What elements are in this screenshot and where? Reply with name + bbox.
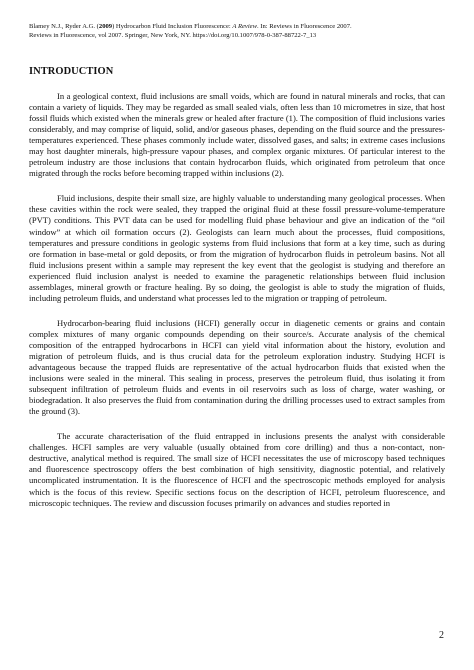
section-heading: INTRODUCTION <box>29 66 114 77</box>
paragraph-2: Fluid inclusions, despite their small size, are highly valuable to understanding many geological processes. When these cavities within the rock were sealed, they trapped the original fluid at these fossil pressure-volume-temperature (PVT) conditions. This PVT data can be used for modelling fluid phase behaviour and give an indication of the “oil window” at which oil formation occurs (2). Geologists can learn much about the processes, fluid compositions, temperatures and pressure conditions in geologic systems from fluid inclusions that form at a key time, such as during ore formation in base-metal or gold deposits, or from the migration of hydrocarbon fluids in petroleum basins. Not all fluid inclusions present within a sample may represent the key event that the geologist is studying and therefore an experienced fluid inclusion analyst is needed to examine the paragenetic relationships between fluid inclusion assemblages, mineral growth or fracture healing. By so doing, the geologist is able to study the migration of fluids, including petroleum fluids, and understand what processes led to the migration or trapping of petroleum. <box>29 193 445 303</box>
header-year: 2009 <box>98 23 113 30</box>
header-title: ) Hydrocarbon Fluid Inclusion Fluorescence: <box>112 23 233 30</box>
paragraph-1: In a geological context, fluid inclusions are small voids, which are found in natural minerals and rocks, that can contain a variety of liquids. They may be regarded as small sealed vials, often less than 10 micrometres in size, that host fossil fluids which existed when the minerals grew or healed after fracture (1). The composition of fluid inclusions varies considerably, and may comprise of liquid, solid, and/or gaseous phases, depending on the fluid source and the pressures-temperatures experienced. These phases commonly include water, dissolved gases, and salts; in extreme cases inclusions may host daughter minerals, high-pressure vapour phases, and complex organic mixtures. Of particular interest to the petroleum industry are those inclusions that contain hydrocarbon fluids, which originated from petroleum that once migrated through the rocks before becoming trapped within inclusions (2). <box>29 91 445 179</box>
header-line-2: Reviews in Fluorescence, vol 2007. Springer, New York, NY. https://doi.org/10.1007/978-0-387-88722-7_13 <box>29 32 317 39</box>
paragraph-3: Hydrocarbon-bearing fluid inclusions (HCFI) generally occur in diagenetic cements or grains and contain complex mixtures of many organic compounds depending on their source/s. Accurate analysis of the chemical composition of the entrapped hydrocarbons in HCFI can yield vital information about the history, evolution and migration of petroleum fluids, and is thus crucial data for the petroleum exploration industry. Studying HCFI is advantageous because the trapped fluids are representative of the actual hydrocarbon fluids that existed when the inclusions were sealed in the mineral. This sealing in process, preserves the petroleum fluid, thus isolating it from subsequent infiltration of petroleum fluids and events in oil reservoirs such as loss of charge, water washing, or biodegradation. It also preserves the fluid from contamination during the drilling processes used to extract samples from the ground (3). <box>29 317 445 417</box>
header-authors: Blamey N.J., Ryder A.G. ( <box>29 23 99 30</box>
body-text <box>29 91 445 523</box>
citation-header <box>29 22 445 40</box>
paragraph-4: The accurate characterisation of the fluid entrapped in inclusions presents the analyst with considerable challenges. HCFI samples are very valuable (usually obtained from core drilling) and thus a non-contact, non-destructive, analytical method is required. The small size of HCFI necessitates the use of microscopy based techniques and fluorescence spectroscopy offers the best combination of high sensitivity, diagnostic potential, and relatively uncomplicated instrumentation. It is the fluorescence of HCFI and the spectroscopic methods employed for analysis which is the focus of this review. Specific sections focus on the description of HCFI, petroleum fluorescence, and microscopic techniques. The review and discussion focuses primarily on advances and studies reported in <box>29 431 445 508</box>
page-number: 2 <box>439 630 444 641</box>
header-italic-title: A Review <box>232 23 257 30</box>
header-rest: . In: Reviews in Fluorescence 2007. <box>257 23 352 30</box>
